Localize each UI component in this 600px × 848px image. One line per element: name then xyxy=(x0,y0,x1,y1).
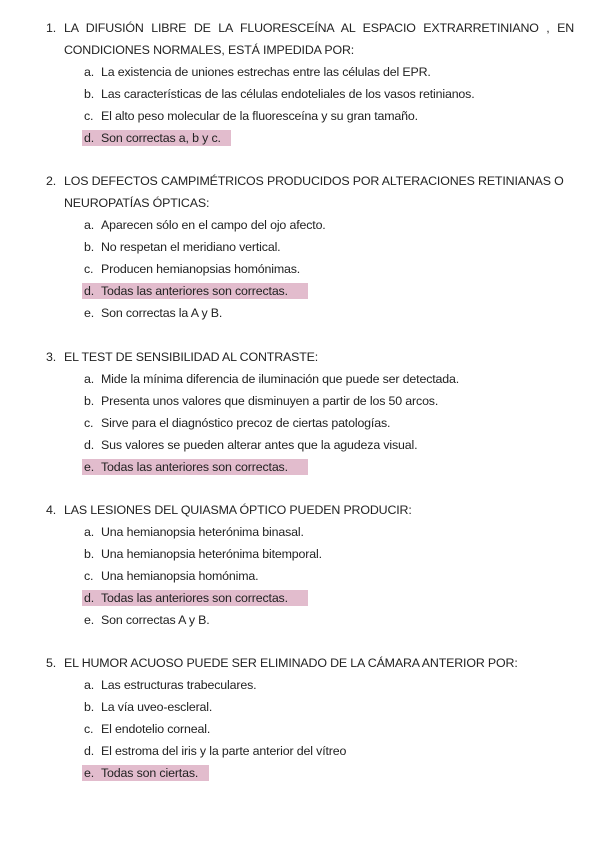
option-c xyxy=(0,105,600,127)
option-letter: e. xyxy=(84,766,95,780)
question-text: LAS LESIONES DEL QUIASMA ÓPTICO PUEDEN PRODUCIR: xyxy=(64,503,412,517)
option-letter: c. xyxy=(84,109,94,123)
option-letter: d. xyxy=(84,284,95,298)
option-text: Las características de las células endoteliales de los vasos retinianos. xyxy=(101,87,475,101)
question-header xyxy=(0,652,600,674)
option-c xyxy=(0,718,600,740)
question-1 xyxy=(0,17,600,149)
option-a xyxy=(0,61,600,83)
option-b xyxy=(0,390,600,412)
option-letter: d. xyxy=(84,744,95,758)
option-text: No respetan el meridiano vertical. xyxy=(101,240,281,254)
option-text: La existencia de uniones estrechas entre las células del EPR. xyxy=(101,65,431,79)
option-letter: c. xyxy=(84,722,94,736)
question-number: 5. xyxy=(46,656,57,670)
option-list xyxy=(0,61,600,149)
option-text: Todas las anteriores son correctas. xyxy=(101,460,288,474)
option-text: Son correctas la A y B. xyxy=(101,306,223,320)
option-e-correct xyxy=(0,456,600,478)
option-a xyxy=(0,674,600,696)
option-e xyxy=(0,609,600,631)
option-letter: b. xyxy=(84,700,95,714)
question-text: LOS DEFECTOS CAMPIMÉTRICOS PRODUCIDOS POR ALTERACIONES RETINIANAS O NEUROPATÍAS ÓPTICAS: xyxy=(64,174,564,210)
question-number: 1. xyxy=(46,21,57,35)
option-b xyxy=(0,543,600,565)
option-text: El estroma del iris y la parte anterior del vítreo xyxy=(101,744,347,758)
option-text: La vía uveo-escleral. xyxy=(101,700,213,714)
question-number: 3. xyxy=(46,350,57,364)
option-letter: b. xyxy=(84,547,95,561)
question-text: LA DIFUSIÓN LIBRE DE LA FLUORESCEÍNA AL ESPACIO EXTRARRETINIANO , EN CONDICIONES NORMALES, ESTÁ IMPEDIDA POR: xyxy=(64,21,574,57)
option-list xyxy=(0,674,600,784)
question-text: EL TEST DE SENSIBILIDAD AL CONTRASTE: xyxy=(64,350,319,364)
option-d xyxy=(0,740,600,762)
question-header xyxy=(0,170,600,214)
option-text: Producen hemianopsias homónimas. xyxy=(101,262,301,276)
option-letter: b. xyxy=(84,87,95,101)
option-list xyxy=(0,214,600,324)
option-letter: c. xyxy=(84,262,94,276)
option-c xyxy=(0,412,600,434)
option-a xyxy=(0,368,600,390)
question-4 xyxy=(0,499,600,631)
option-list xyxy=(0,521,600,631)
option-text: El endotelio corneal. xyxy=(101,722,211,736)
option-text: Una hemianopsia heterónima bitemporal. xyxy=(101,547,322,561)
option-a xyxy=(0,521,600,543)
option-letter: d. xyxy=(84,438,95,452)
question-header xyxy=(0,346,600,368)
option-d-correct xyxy=(0,127,600,149)
option-b xyxy=(0,83,600,105)
option-text: Aparecen sólo en el campo del ojo afecto. xyxy=(101,218,326,232)
option-e-correct xyxy=(0,762,600,784)
option-c xyxy=(0,258,600,280)
question-2 xyxy=(0,170,600,324)
option-text: Presenta unos valores que disminuyen a partir de los 50 arcos. xyxy=(101,394,439,408)
option-letter: d. xyxy=(84,131,95,145)
option-b xyxy=(0,696,600,718)
option-text: Sirve para el diagnóstico precoz de ciertas patologías. xyxy=(101,416,391,430)
option-text: Las estructuras trabeculares. xyxy=(101,678,257,692)
option-letter: d. xyxy=(84,591,95,605)
option-letter: c. xyxy=(84,569,94,583)
option-letter: a. xyxy=(84,678,95,692)
option-text: Son correctas a, b y c. xyxy=(101,131,221,145)
option-text: Todas son ciertas. xyxy=(101,766,199,780)
option-text: Mide la mínima diferencia de iluminación que puede ser detectada. xyxy=(101,372,460,386)
option-d-correct xyxy=(0,587,600,609)
question-5 xyxy=(0,652,600,784)
question-number: 2. xyxy=(46,174,57,188)
option-d-correct xyxy=(0,280,600,302)
option-letter: b. xyxy=(84,394,95,408)
option-text: Una hemianopsia heterónima binasal. xyxy=(101,525,304,539)
question-3 xyxy=(0,346,600,478)
option-letter: a. xyxy=(84,525,95,539)
question-text: EL HUMOR ACUOSO PUEDE SER ELIMINADO DE LA CÁMARA ANTERIOR POR: xyxy=(64,656,518,670)
option-letter: c. xyxy=(84,416,94,430)
option-text: Sus valores se pueden alterar antes que la agudeza visual. xyxy=(101,438,418,452)
option-text: Todas las anteriores son correctas. xyxy=(101,591,288,605)
option-letter: b. xyxy=(84,240,95,254)
option-letter: a. xyxy=(84,372,95,386)
option-text: Son correctas A y B. xyxy=(101,613,210,627)
option-a xyxy=(0,214,600,236)
option-letter: e. xyxy=(84,306,95,320)
option-letter: a. xyxy=(84,218,95,232)
option-e xyxy=(0,302,600,324)
question-header xyxy=(0,499,600,521)
option-c xyxy=(0,565,600,587)
option-letter: e. xyxy=(84,460,95,474)
option-d xyxy=(0,434,600,456)
option-letter: a. xyxy=(84,65,95,79)
option-text: Todas las anteriores son correctas. xyxy=(101,284,288,298)
option-text: Una hemianopsia homónima. xyxy=(101,569,259,583)
option-list xyxy=(0,368,600,478)
option-text: El alto peso molecular de la fluoresceína y su gran tamaño. xyxy=(101,109,418,123)
option-letter: e. xyxy=(84,613,95,627)
question-number: 4. xyxy=(46,503,57,517)
question-header xyxy=(0,17,600,61)
option-b xyxy=(0,236,600,258)
